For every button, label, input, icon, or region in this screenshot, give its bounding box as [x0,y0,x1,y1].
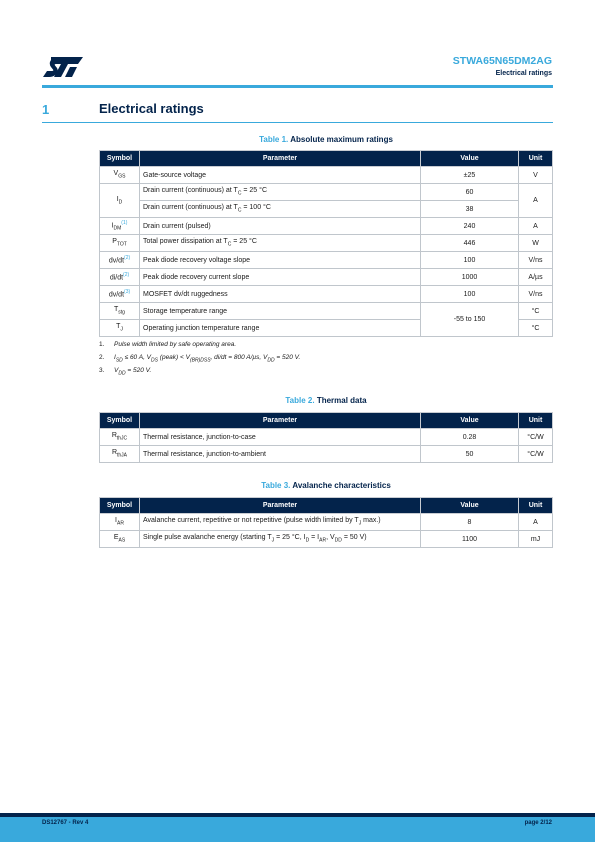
cell-unit: A [519,218,553,235]
cell-parameter: Drain current (continuous) at $T_C = 100$ °C [140,201,421,218]
cell-parameter: Thermal resistance, junction-to-case [140,429,421,446]
cell-parameter: Operating junction temperature range [140,320,421,337]
cell-parameter: Total power dissipation at $T_C = 25$ °C [140,235,421,252]
col-parameter: Parameter [140,413,421,429]
cell-unit: A/µs [519,269,553,286]
cell-value: ±25 [421,167,519,184]
header-rule [42,85,553,88]
cell-unit: °C [519,320,553,337]
cell-symbol: $di/dt^{(2)}$ [100,269,140,286]
cell-unit: A [519,514,553,531]
col-value: Value [421,151,519,167]
table3-caption: Table 3. Avalanche characteristics [261,481,391,490]
col-symbol: Symbol [100,498,140,514]
cell-value: 8 [421,514,519,531]
table-row [100,235,553,252]
table-row [100,286,553,303]
table-header-row [100,498,553,514]
document-revision: DS12767 - Rev 4 [42,820,89,826]
page-number: page 2/12 [524,820,552,826]
note-3: 3. $V_{DD} = 520$ V. [99,367,152,377]
cell-parameter: Peak diode recovery current slope [140,269,421,286]
table-row [100,184,553,201]
absolute-maximum-ratings-table [99,150,553,337]
cell-unit: °C [519,303,553,320]
cell-parameter: Thermal resistance, junction-to-ambient [140,446,421,463]
section-number: 1 [42,102,50,117]
cell-symbol: $dv/dt^{(3)}$ [100,286,140,303]
cell-symbol: $dv/dt^{(2)}$ [100,252,140,269]
cell-parameter: Avalanche current, repetitive or not repetitive (pulse width limited by $T_J$ max.) [140,514,421,531]
col-unit: Unit [519,151,553,167]
table1-notes [99,341,300,380]
cell-symbol: $I_{AR}$ [100,514,140,531]
table-row [100,252,553,269]
table-row [100,201,553,218]
table-row [100,269,553,286]
cell-symbol: $T_{stg}$ [100,303,140,320]
cell-value: 60 [421,184,519,201]
col-parameter: Parameter [140,498,421,514]
cell-parameter: MOSFET dv/dt ruggedness [140,286,421,303]
document-title: STWA65N65DM2AG [452,55,552,67]
cell-parameter: Peak diode recovery voltage slope [140,252,421,269]
cell-value: 446 [421,235,519,252]
table-row [100,514,553,531]
col-unit: Unit [519,498,553,514]
cell-symbol: $I_D$ [100,184,140,218]
table1-caption: Table 1. Absolute maximum ratings [259,135,393,144]
cell-value: 240 [421,218,519,235]
cell-value: 100 [421,286,519,303]
table-header-row [100,413,553,429]
cell-symbol: $R_{thJA}$ [100,446,140,463]
cell-value: -55 to 150 [421,303,519,337]
cell-unit: W [519,235,553,252]
cell-unit: V/ns [519,286,553,303]
cell-unit: A [519,184,553,218]
cell-symbol: $I_{DM}^{(1)}$ [100,218,140,235]
avalanche-characteristics-table [99,497,553,548]
cell-symbol: $T_J$ [100,320,140,337]
cell-unit: °C/W [519,446,553,463]
cell-value: 38 [421,201,519,218]
cell-unit: V [519,167,553,184]
col-value: Value [421,498,519,514]
cell-value: 1100 [421,531,519,548]
table2-caption: Table 2. Thermal data [285,396,367,405]
cell-value: 50 [421,446,519,463]
table-row [100,167,553,184]
cell-value: 100 [421,252,519,269]
table-row [100,531,553,548]
cell-unit: °C/W [519,429,553,446]
cell-symbol: $V_{GS}$ [100,167,140,184]
document-subtitle: Electrical ratings [495,70,552,77]
section-rule [42,122,553,123]
cell-symbol: $P_{TOT}$ [100,235,140,252]
note-1: 1. Pulse width limited by safe operating area. [99,341,237,348]
footer-stripe [0,813,595,817]
col-parameter: Parameter [140,151,421,167]
table-row [100,218,553,235]
thermal-data-table [99,412,553,463]
cell-unit: mJ [519,531,553,548]
table-row [100,429,553,446]
cell-parameter: Storage temperature range [140,303,421,320]
col-unit: Unit [519,413,553,429]
table-row [100,446,553,463]
st-logo [42,56,84,78]
col-symbol: Symbol [100,151,140,167]
cell-symbol: $R_{thJC}$ [100,429,140,446]
table-row [100,303,553,320]
col-value: Value [421,413,519,429]
cell-value: 0.28 [421,429,519,446]
col-symbol: Symbol [100,413,140,429]
cell-parameter: Gate-source voltage [140,167,421,184]
table-header-row [100,151,553,167]
footer-bar [0,813,595,842]
cell-parameter: Single pulse avalanche energy (starting $T_J = 25$ °C, $I_D = I_{AR}$, $V_{DD} = 50$ V) [140,531,421,548]
cell-parameter: Drain current (pulsed) [140,218,421,235]
cell-value: 1000 [421,269,519,286]
note-2: 2. $I_{SD} \le 60$ A, $V_{DS}$ (peak) < $V_{(BR)DSS}$, di/dt = 800 A/µs, $V_{DD} = 520$ V. [99,354,301,364]
cell-parameter: Drain current (continuous) at $T_C = 25$ °C [140,184,421,201]
cell-symbol: $E_{AS}$ [100,531,140,548]
section-title: Electrical ratings [99,101,204,116]
cell-unit: V/ns [519,252,553,269]
